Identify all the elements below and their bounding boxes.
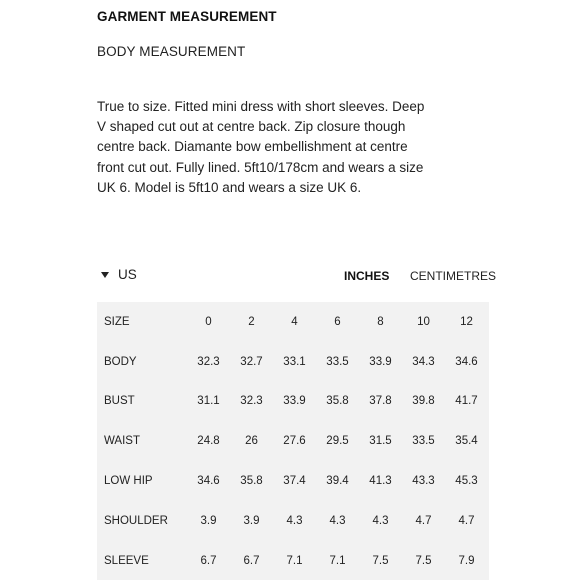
unit-toggle-inches[interactable]: INCHES	[344, 269, 390, 283]
row-label: BUST	[104, 395, 135, 408]
table-cell: 3.9	[243, 514, 260, 527]
region-selector[interactable]	[101, 267, 137, 282]
table-cell: 29.5	[326, 435, 349, 448]
table-cell: 7.5	[415, 554, 432, 567]
table-cell: 34.6	[197, 475, 220, 488]
table-row	[97, 501, 489, 541]
size-header-cell: 10	[417, 315, 430, 328]
tab-body-measurement[interactable]: BODY MEASUREMENT	[97, 44, 246, 59]
table-cell: 4.7	[458, 514, 475, 527]
table-cell: 34.6	[455, 355, 478, 368]
region-selector-value: US	[118, 267, 137, 282]
table-cell: 35.8	[240, 475, 263, 488]
table-cell: 33.9	[369, 355, 392, 368]
table-cell: 7.1	[286, 554, 303, 567]
size-header-cell: 2	[248, 315, 255, 328]
table-cell: 7.1	[329, 554, 346, 567]
size-header-cell: 4	[291, 315, 298, 328]
table-row	[97, 421, 489, 461]
table-cell: 37.4	[283, 475, 306, 488]
size-header-row	[97, 302, 489, 342]
table-cell: 34.3	[412, 355, 435, 368]
unit-toggle-centimetres[interactable]: CENTIMETRES	[410, 269, 497, 283]
size-header-cell: 12	[460, 315, 473, 328]
table-cell: 31.5	[369, 435, 392, 448]
table-cell: 35.4	[455, 435, 478, 448]
table-cell: 33.1	[283, 355, 306, 368]
table-cell: 39.8	[412, 395, 435, 408]
row-label: SLEEVE	[104, 554, 149, 567]
table-cell: 7.5	[372, 554, 389, 567]
tab-garment-measurement[interactable]: GARMENT MEASUREMENT	[97, 9, 277, 24]
table-cell: 7.9	[458, 554, 475, 567]
table-cell: 32.7	[240, 355, 263, 368]
size-chart-table	[97, 302, 489, 580]
table-cell: 32.3	[197, 355, 220, 368]
row-label: WAIST	[104, 435, 140, 448]
row-label: SHOULDER	[104, 514, 168, 527]
size-header-cell: 6	[334, 315, 341, 328]
product-fit-description: True to size. Fitted mini dress with short sleeves. Deep V shaped cut out at centre back. Zip closure though centre back. Diamante bow embellishment at centre front cut out. Fully lined. 5ft10/178cm and wears a size UK 6. Model is 5ft10 and wears a size UK 6.	[97, 99, 425, 195]
table-cell: 43.3	[412, 475, 435, 488]
table-cell: 41.3	[369, 475, 392, 488]
table-cell: 4.3	[286, 514, 303, 527]
table-cell: 45.3	[455, 475, 478, 488]
table-cell: 6.7	[200, 554, 217, 567]
table-cell: 3.9	[200, 514, 217, 527]
table-row	[97, 541, 489, 580]
table-cell: 32.3	[240, 395, 263, 408]
table-cell: 39.4	[326, 475, 349, 488]
table-cell: 26	[245, 435, 258, 448]
table-row	[97, 382, 489, 422]
table-cell: 33.5	[412, 435, 435, 448]
table-cell: 41.7	[455, 395, 478, 408]
table-row	[97, 461, 489, 501]
table-cell: 33.5	[326, 355, 349, 368]
table-cell: 35.8	[326, 395, 349, 408]
row-label: LOW HIP	[104, 475, 153, 488]
table-row	[97, 342, 489, 382]
table-cell: 27.6	[283, 435, 306, 448]
table-cell: 4.3	[329, 514, 346, 527]
row-label: BODY	[104, 355, 137, 368]
table-cell: 31.1	[197, 395, 220, 408]
table-cell: 4.3	[372, 514, 389, 527]
table-cell: 4.7	[415, 514, 432, 527]
table-cell: 24.8	[197, 435, 220, 448]
size-header-cell: 8	[377, 315, 384, 328]
size-header-cell: 0	[205, 315, 212, 328]
table-cell: 37.8	[369, 395, 392, 408]
table-cell: 6.7	[243, 554, 260, 567]
size-header-label: SIZE	[104, 315, 130, 328]
table-cell: 33.9	[283, 395, 306, 408]
caret-down-icon	[101, 272, 109, 278]
